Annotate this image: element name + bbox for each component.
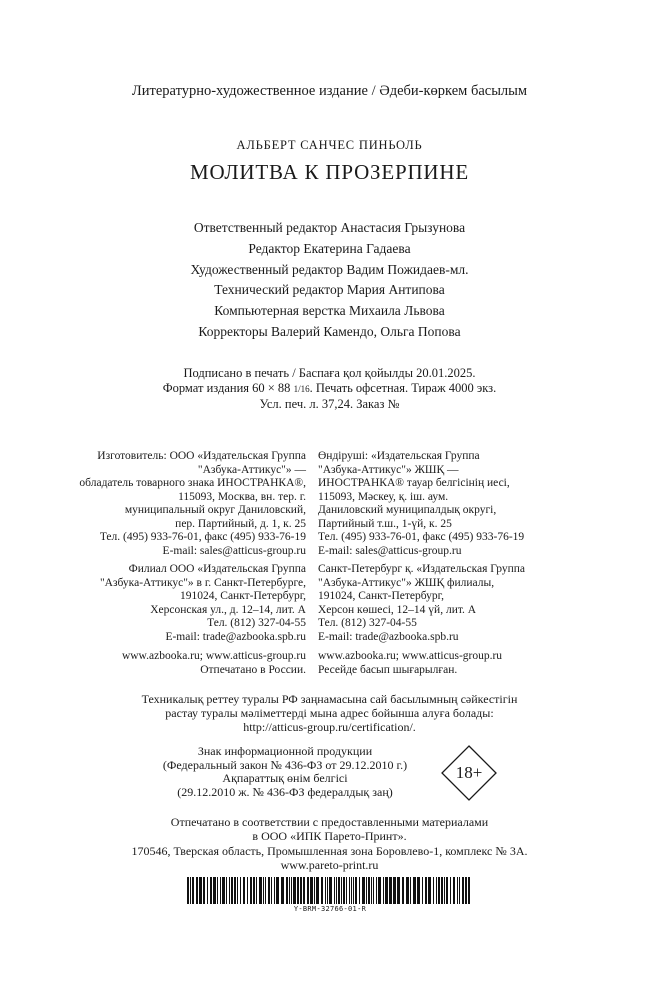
printed-by <box>0 815 659 873</box>
barcode-bar <box>237 877 238 904</box>
manufacturer-ru-email: E-mail: sales@atticus-group.ru <box>162 544 306 557</box>
manufacturer-kz-line: Партийный т.ш., 1-үй, к. 25 <box>318 517 452 530</box>
barcode-bar <box>297 877 299 904</box>
barcode-bar <box>190 877 191 904</box>
manufacturer-kz-line: Даниловский муниципалдық округі, <box>318 504 497 516</box>
barcode-bar <box>240 877 241 904</box>
printed-line: 170546, Тверская область, Промышленная зона Боровлево-1, комплекс № 3А. <box>131 843 528 858</box>
barcode-bar <box>263 877 264 904</box>
info-sign-line: (Федеральный закон № 436-ФЗ от 29.12.2010 г.) <box>162 757 408 772</box>
barcode-bar <box>359 877 360 904</box>
barcode-bar <box>383 877 384 904</box>
barcode-bar <box>428 877 431 904</box>
barcode-bar <box>265 877 266 904</box>
barcode-bar <box>465 877 467 904</box>
credit-line: Ответственный редактор Анастасия Грызунова <box>193 220 466 235</box>
barcode-bar <box>362 877 365 904</box>
barcode-bar <box>325 877 326 904</box>
barcode-bar <box>234 877 236 904</box>
barcode-bar <box>222 877 225 904</box>
manufacturer-kz-line: Өндіруші: «Издательская Группа <box>318 450 480 462</box>
barcode-bar <box>351 877 352 904</box>
branch-ru-line: "Азбука-Аттикус"» в г. Санкт-Петербурге, <box>99 576 306 589</box>
manufacturer-kz-line: 115093, Мәскеу, қ. іш. аум. <box>318 490 449 503</box>
barcode-bar <box>368 877 370 904</box>
credit-line: Корректоры Валерий Камендо, Ольга Попова <box>198 323 461 339</box>
barcode-bar <box>341 877 342 904</box>
barcode-bar <box>310 877 313 904</box>
tech-regulation <box>0 693 659 734</box>
barcode-bar <box>276 877 279 904</box>
branch-ru-line: Тел. (812) 327-04-55 <box>207 617 306 629</box>
credit-line: Технический редактор Мария Антипова <box>214 282 445 298</box>
branch-ru-line: Филиал ООО «Издательская Группа <box>128 563 306 575</box>
barcode-bar <box>462 877 464 904</box>
manufacturer-ru-line: Изготовитель: ООО «Издательская Группа <box>97 450 306 462</box>
barcode-bar <box>293 877 296 904</box>
barcode-bar <box>425 877 427 904</box>
print-sheets-line: Усл. печ. л. 37,24. Заказ № <box>259 397 400 411</box>
barcode-bar <box>338 877 340 904</box>
barcode-bar <box>210 877 212 904</box>
barcode-bar <box>366 877 367 904</box>
barcode-bar <box>355 877 357 904</box>
barcode-bar <box>289 877 290 904</box>
manufacturer-kz-line: Тел. (495) 933-76-01, факс (495) 933-76-19 <box>318 531 525 543</box>
barcode-bar <box>349 877 350 904</box>
age-rating-text: 18+ <box>455 763 483 782</box>
barcode-bar <box>217 877 218 904</box>
barcode-bar <box>243 877 245 904</box>
barcode-bar <box>281 877 284 904</box>
barcode-bar <box>192 877 194 904</box>
printed-in-russia: Отпечатано в России. <box>200 663 306 676</box>
barcode-bar <box>334 877 335 904</box>
web-ru <box>70 650 306 677</box>
info-sign <box>140 745 430 799</box>
barcode-bar <box>343 877 345 904</box>
barcode-bar <box>436 877 437 904</box>
website-links: www.azbooka.ru; www.atticus-group.ru <box>318 650 503 662</box>
branch-ru-email: E-mail: trade@azbooka.spb.ru <box>165 630 306 643</box>
manufacturer-ru-line: обладатель товарного знака ИНОСТРАНКА®, <box>79 477 306 489</box>
barcode-bar <box>274 877 275 904</box>
author-name: АЛЬБЕРТ САНЧЕС ПИНЬОЛЬ <box>236 138 423 152</box>
barcode-bar <box>406 877 409 904</box>
manufacturer-ru <box>70 450 306 558</box>
barcode-label: Y-BRM-32766-01-R <box>293 905 367 913</box>
web-kz <box>318 650 588 677</box>
branch-kz-line: Тел. (812) 327-04-55 <box>318 617 417 629</box>
credits-block <box>0 218 659 343</box>
barcode-bar <box>203 877 205 904</box>
barcode-bar <box>286 877 288 904</box>
branch-kz-line: "Азбука-Аттикус"» ЖШҚ филиалы, <box>318 576 495 589</box>
format-rest: . Печать офсетная. Тираж 4000 экз. <box>309 381 497 395</box>
barcode-bar <box>303 877 305 904</box>
barcode-bar <box>199 877 202 904</box>
manufacturer-ru-line: Тел. (495) 933-76-01, факс (495) 933-76-19 <box>99 531 306 543</box>
barcode-bar <box>291 877 292 904</box>
barcode-bar <box>378 877 381 904</box>
barcode-bar <box>444 877 445 904</box>
barcode-bar <box>417 877 420 904</box>
website-links: www.azbooka.ru; www.atticus-group.ru <box>121 650 306 662</box>
barcode-bar <box>410 877 411 904</box>
barcode-bar <box>441 877 443 904</box>
barcode-bar <box>457 877 458 904</box>
barcode-bar <box>376 877 377 904</box>
branch-ru-line: 191024, Санкт-Петербург, <box>180 590 306 602</box>
barcode-bar <box>468 877 470 904</box>
barcode-bar <box>336 877 337 904</box>
barcode-bar <box>446 877 448 904</box>
manufacturer-kz-email: E-mail: sales@atticus-group.ru <box>318 544 462 557</box>
barcode-bar <box>329 877 332 904</box>
print-signed-line: Подписано в печать / Баспаға қол қойылды 20.01.2025. <box>183 366 476 380</box>
barcode-bar <box>213 877 216 904</box>
printed-in-russia-kz: Ресейде басып шығарылған. <box>318 663 458 676</box>
barcode-bar <box>253 877 255 904</box>
print-info <box>0 366 659 412</box>
barcode-bar <box>413 877 416 904</box>
printed-line: в ООО «ИПК Парето-Принт». <box>252 829 407 844</box>
tech-line: Техникалық реттеу туралы РФ заңнамасына сай басылымның сәйкестігін <box>141 692 518 706</box>
barcode-bar <box>247 877 248 904</box>
info-sign-line: (29.12.2010 ж. № 436-ФЗ федералдық заң) <box>177 784 393 799</box>
certification-url: http://atticus-group.ru/certification/. <box>243 719 416 734</box>
barcode-bar <box>307 877 309 904</box>
manufacturer-ru-line: 115093, Москва, вн. тер. г. <box>178 490 306 503</box>
barcode-bar <box>371 877 372 904</box>
barcode-bar <box>226 877 227 904</box>
credit-line: Редактор Екатерина Гадаева <box>248 240 411 256</box>
branch-ru <box>70 563 306 644</box>
barcode-bar <box>268 877 270 904</box>
branch-kz-line: 191024, Санкт-Петербург, <box>318 590 444 602</box>
manufacturer-ru-line: "Азбука-Аттикус"» — <box>197 463 306 476</box>
barcode-bar <box>438 877 440 904</box>
barcode-bar <box>314 877 315 904</box>
printed-line: Отпечатано в соответствии с предоставленными материалами <box>170 815 489 829</box>
barcode-bar <box>187 877 189 904</box>
branch-kz <box>318 563 588 644</box>
barcode-bar <box>231 877 233 904</box>
barcode-bar <box>196 877 198 904</box>
tech-line: растау туралы мәліметтерді мына адрес бойынша алуға болады: <box>165 705 494 720</box>
barcode-bar <box>433 877 434 904</box>
barcode-bar <box>207 877 208 904</box>
barcode-bar <box>389 877 392 904</box>
branch-kz-email: E-mail: trade@azbooka.spb.ru <box>318 630 459 643</box>
branch-kz-line: Санкт-Петербург қ. «Издательская Группа <box>318 563 525 575</box>
barcode-bar <box>402 877 404 904</box>
barcode-bar <box>397 877 400 904</box>
manufacturer-kz <box>318 450 588 558</box>
manufacturer-kz-line: "Азбука-Аттикус"» ЖШҚ — <box>318 463 459 476</box>
barcode-bar <box>250 877 252 904</box>
barcode <box>185 877 475 917</box>
credit-line: Художественный редактор Вадим Пожидаев-мл. <box>190 261 469 277</box>
barcode-bar <box>220 877 221 904</box>
barcode-bar <box>353 877 354 904</box>
manufacturer-ru-line: пер. Партийный, д. 1, к. 25 <box>175 517 306 530</box>
format-fraction: 1/16 <box>293 384 310 394</box>
barcode-bar <box>385 877 388 904</box>
branch-ru-line: Херсонская ул., д. 12–14, лит. А <box>150 603 306 616</box>
barcode-bar <box>373 877 374 904</box>
barcode-bar <box>300 877 302 904</box>
barcode-bar <box>422 877 423 904</box>
print-format-line <box>0 381 659 397</box>
barcode-bar <box>327 877 328 904</box>
barcode-bar <box>229 877 230 904</box>
barcode-bar <box>393 877 396 904</box>
printer-url: www.pareto-print.ru <box>280 858 379 873</box>
manufacturer-kz-line: ИНОСТРАНКА® тауар белгісінің иесі, <box>318 477 510 489</box>
branch-kz-line: Херсон көшесі, 12–14 үй, лит. А <box>318 603 477 616</box>
info-sign-line: Знак информационной продукции <box>197 744 373 758</box>
barcode-bars <box>185 877 475 904</box>
barcode-bar <box>346 877 347 904</box>
manufacturer-ru-line: муниципальный округ Даниловский, <box>124 504 306 516</box>
barcode-bar <box>450 877 451 904</box>
barcode-bar <box>459 877 460 904</box>
barcode-bar <box>453 877 455 904</box>
barcode-bar <box>256 877 257 904</box>
book-title: МОЛИТВА К ПРОЗЕРПИНЕ <box>189 160 469 184</box>
info-sign-line: Ақпараттық өнім белгісі <box>222 771 348 786</box>
age-rating-badge <box>441 745 497 801</box>
barcode-bar <box>316 877 319 904</box>
barcode-bar <box>271 877 272 904</box>
format-text: Формат издания 60 × 88 <box>162 381 291 395</box>
credit-line: Компьютерная верстка Михаила Львова <box>214 303 445 319</box>
barcode-bar <box>259 877 262 904</box>
barcode-bar <box>321 877 323 904</box>
edition-type: Литературно-художественное издание / Әдеби-көркем басылым <box>131 83 528 99</box>
